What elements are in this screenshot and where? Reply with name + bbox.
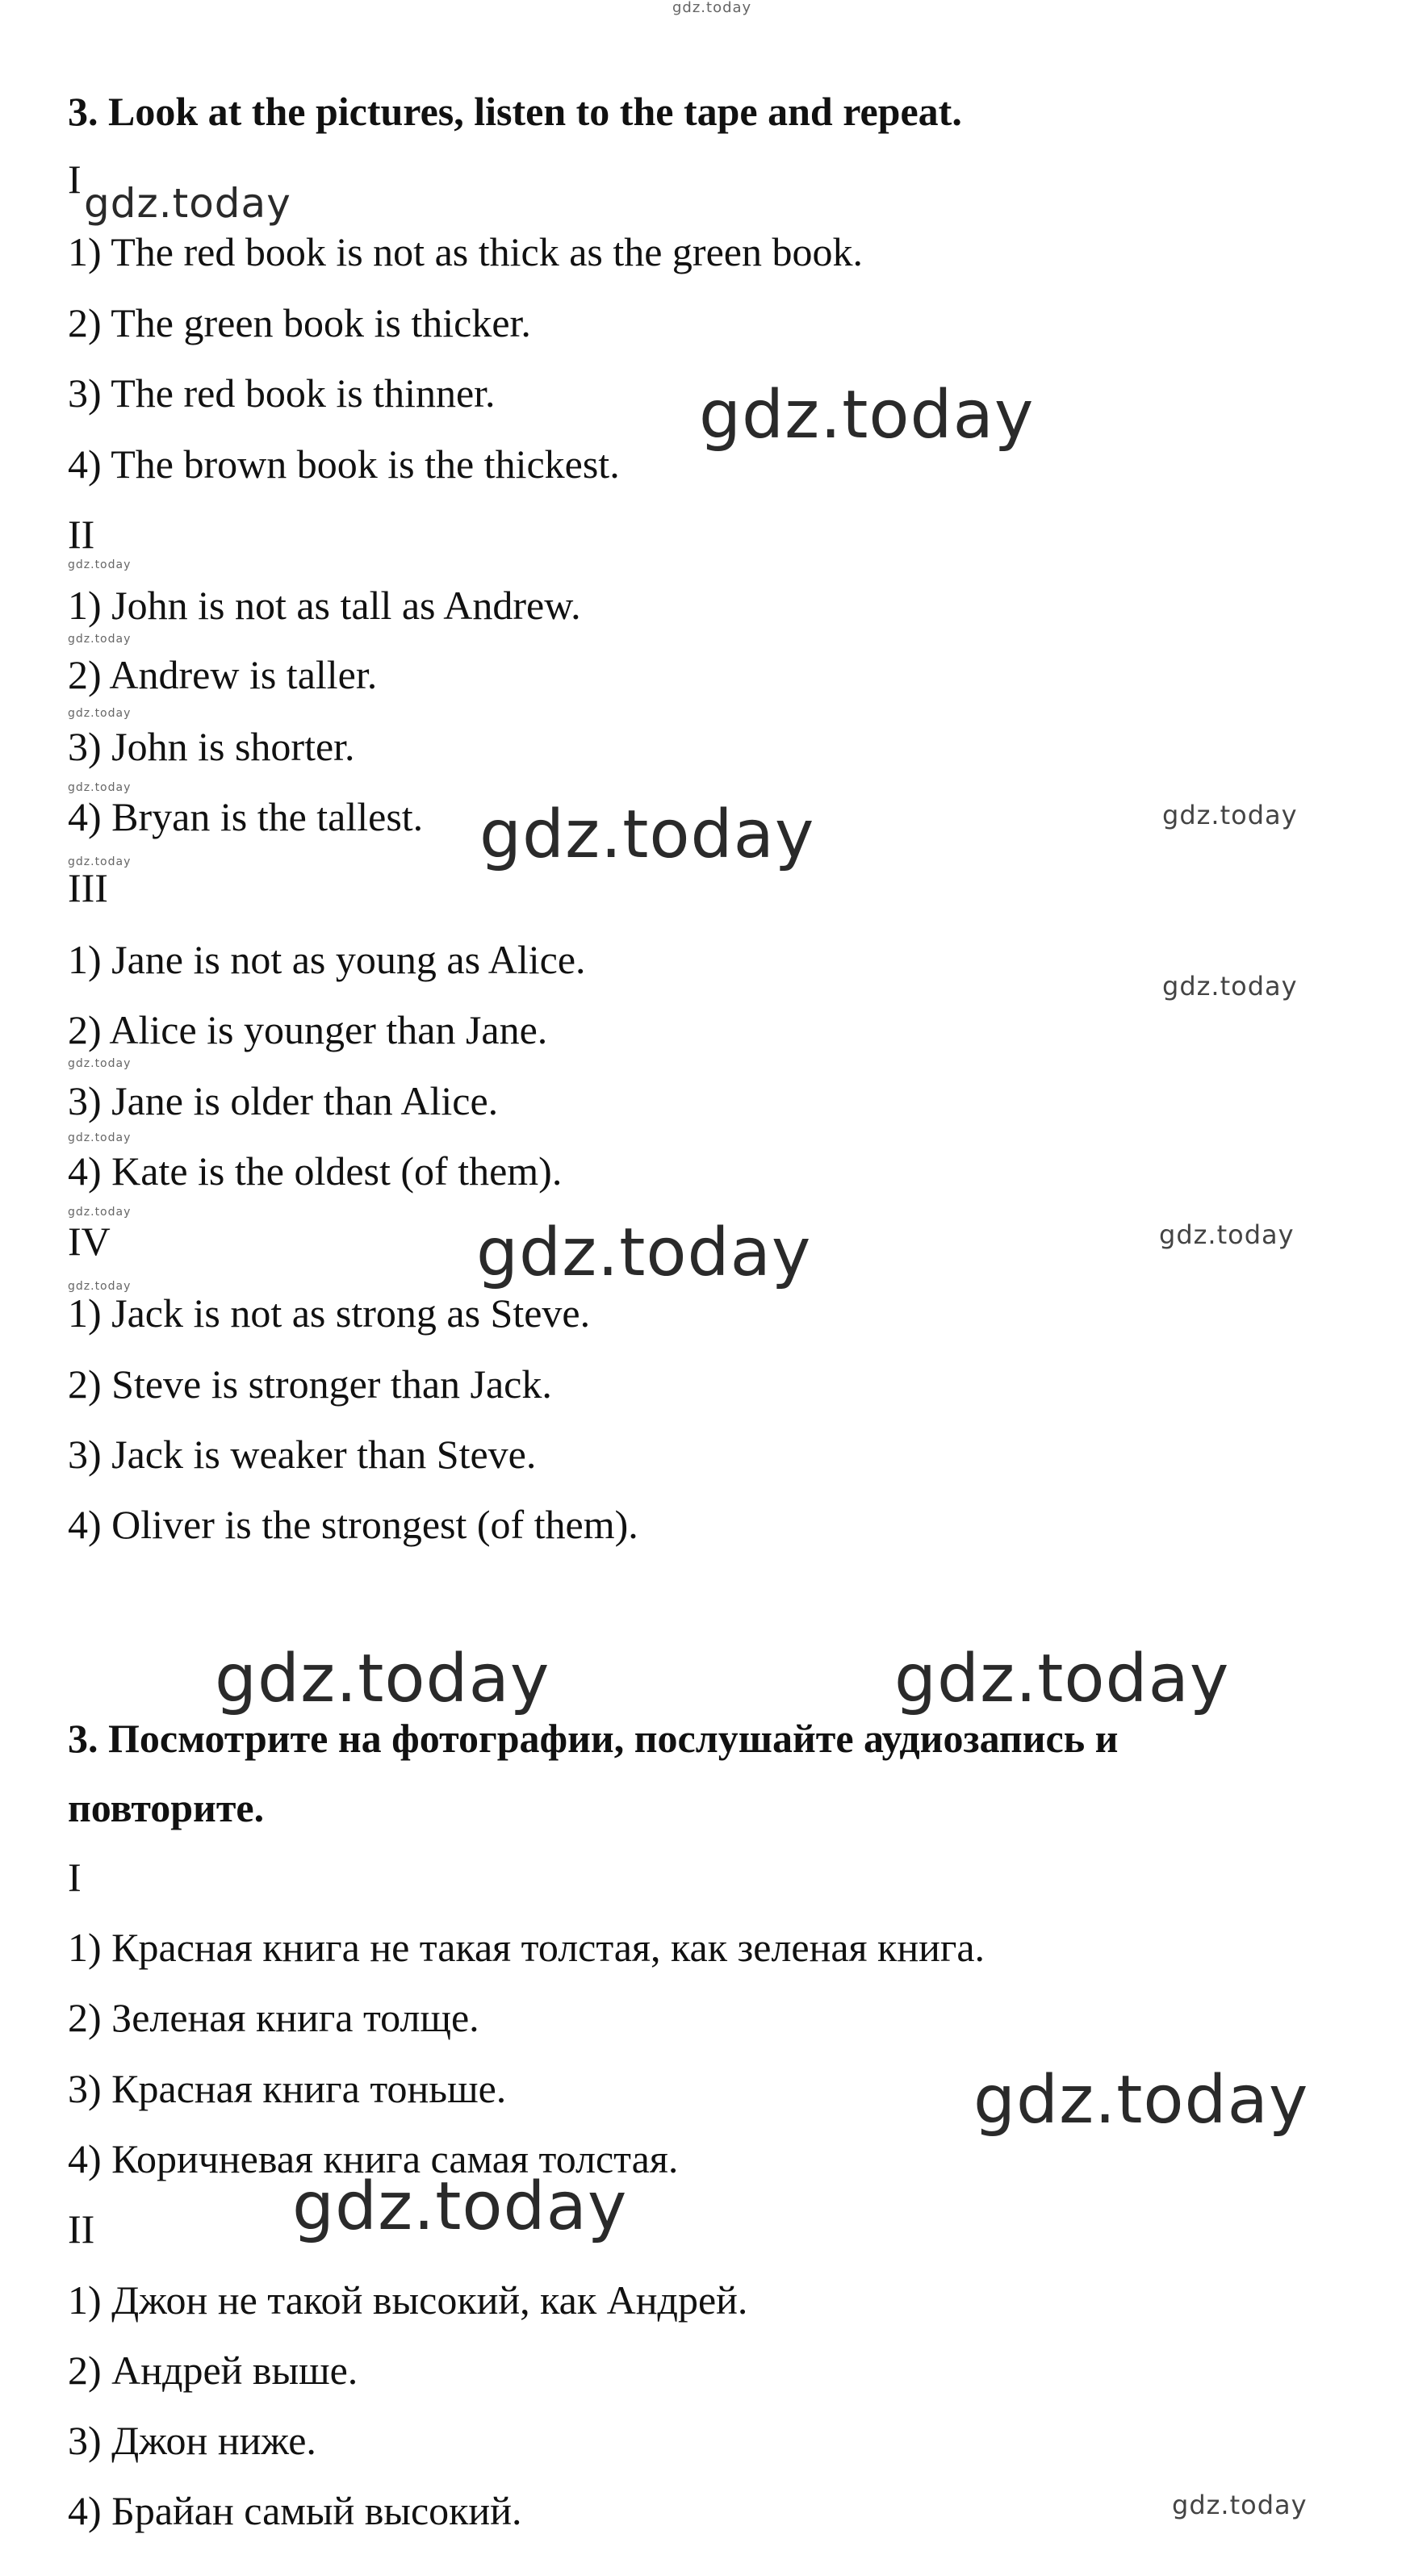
exercise-heading-english: 3. Look at the pictures, listen to the tape and repeat. [68, 89, 962, 134]
sentence-4-2: 2) Steve is stronger than Jack. [68, 1361, 552, 1407]
ru-sentence-1-1: 1) Красная книга не такая толстая, как зеленая книга. [68, 1925, 985, 1970]
ru-section-label-1: I [68, 1855, 82, 1900]
watermark-large: gdz.today [973, 2062, 1309, 2139]
section-label-2: II [68, 512, 95, 557]
sentence-2-2: 2) Andrew is taller. [68, 652, 378, 697]
watermark-tiny: gdz.today [68, 633, 132, 646]
ru-sentence-2-4: 4) Брайан самый высокий. [68, 2488, 522, 2533]
sentence-2-4: 4) Bryan is the tallest. [68, 794, 424, 839]
ru-sentence-2-1: 1) Джон не такой высокий, как Андрей. [68, 2277, 748, 2323]
exercise-heading-russian-line1: 3. Посмотрите на фотографии, послушайте аудиозапись и [68, 1716, 1119, 1761]
watermark-tiny: gdz.today [68, 1057, 132, 1070]
watermark-tiny: gdz.today [68, 781, 132, 794]
sentence-4-4: 4) Oliver is the strongest (of them). [68, 1502, 638, 1547]
ru-section-label-2: II [68, 2206, 95, 2252]
sentence-3-3: 3) Jane is older than Alice. [68, 1078, 499, 1123]
watermark-inline: gdz.today [84, 180, 291, 227]
watermark-large: gdz.today [699, 377, 1035, 454]
sentence-1-3: 3) The red book is thinner. [68, 370, 496, 416]
ru-sentence-1-4: 4) Коричневая книга самая толстая. [68, 2136, 679, 2181]
watermark-large: gdz.today [215, 1641, 550, 1717]
sentence-1-4: 4) The brown book is the thickest. [68, 441, 620, 487]
sentence-4-1: 1) Jack is not as strong as Steve. [68, 1290, 591, 1336]
watermark-tiny: gdz.today [68, 558, 132, 571]
ru-sentence-1-3: 3) Красная книга тоньше. [68, 2066, 507, 2111]
watermark-small: gdz.today [1162, 971, 1298, 1002]
sentence-2-1: 1) John is not as tall as Andrew. [68, 583, 581, 628]
watermark-small: gdz.today [1162, 800, 1298, 830]
exercise-heading-russian-line2: повторите. [68, 1785, 265, 1830]
watermark-small: gdz.today [1159, 1219, 1295, 1250]
sentence-1-1: 1) The red book is not as thick as the green book. [68, 229, 863, 274]
ru-sentence-2-3: 3) Джон ниже. [68, 2418, 316, 2463]
sentence-2-3: 3) John is shorter. [68, 724, 355, 769]
watermark-large: gdz.today [894, 1641, 1230, 1717]
sentence-3-4: 4) Kate is the oldest (of them). [68, 1148, 563, 1194]
watermark-tiny: gdz.today [68, 707, 132, 720]
section-label-3: III [68, 865, 108, 910]
sentence-3-2: 2) Alice is younger than Jane. [68, 1007, 548, 1052]
watermark-large: gdz.today [476, 1215, 812, 1291]
watermark-large: gdz.today [292, 2168, 628, 2245]
section-label-1: I [68, 157, 82, 202]
watermark-small: gdz.today [1172, 2490, 1308, 2520]
watermark-tiny: gdz.today [68, 1131, 132, 1144]
sentence-3-1: 1) Jane is not as young as Alice. [68, 937, 586, 982]
watermark-top: gdz.today [672, 0, 752, 16]
ru-sentence-1-2: 2) Зеленая книга толще. [68, 1995, 479, 2040]
sentence-1-2: 2) The green book is thicker. [68, 300, 531, 345]
watermark-tiny: gdz.today [68, 1206, 132, 1219]
watermark-tiny: gdz.today [68, 1280, 132, 1293]
ru-sentence-2-2: 2) Андрей выше. [68, 2348, 358, 2393]
watermark-large: gdz.today [479, 797, 815, 873]
sentence-4-3: 3) Jack is weaker than Steve. [68, 1432, 537, 1477]
watermark-tiny: gdz.today [68, 855, 132, 868]
section-label-4: IV [68, 1219, 111, 1264]
